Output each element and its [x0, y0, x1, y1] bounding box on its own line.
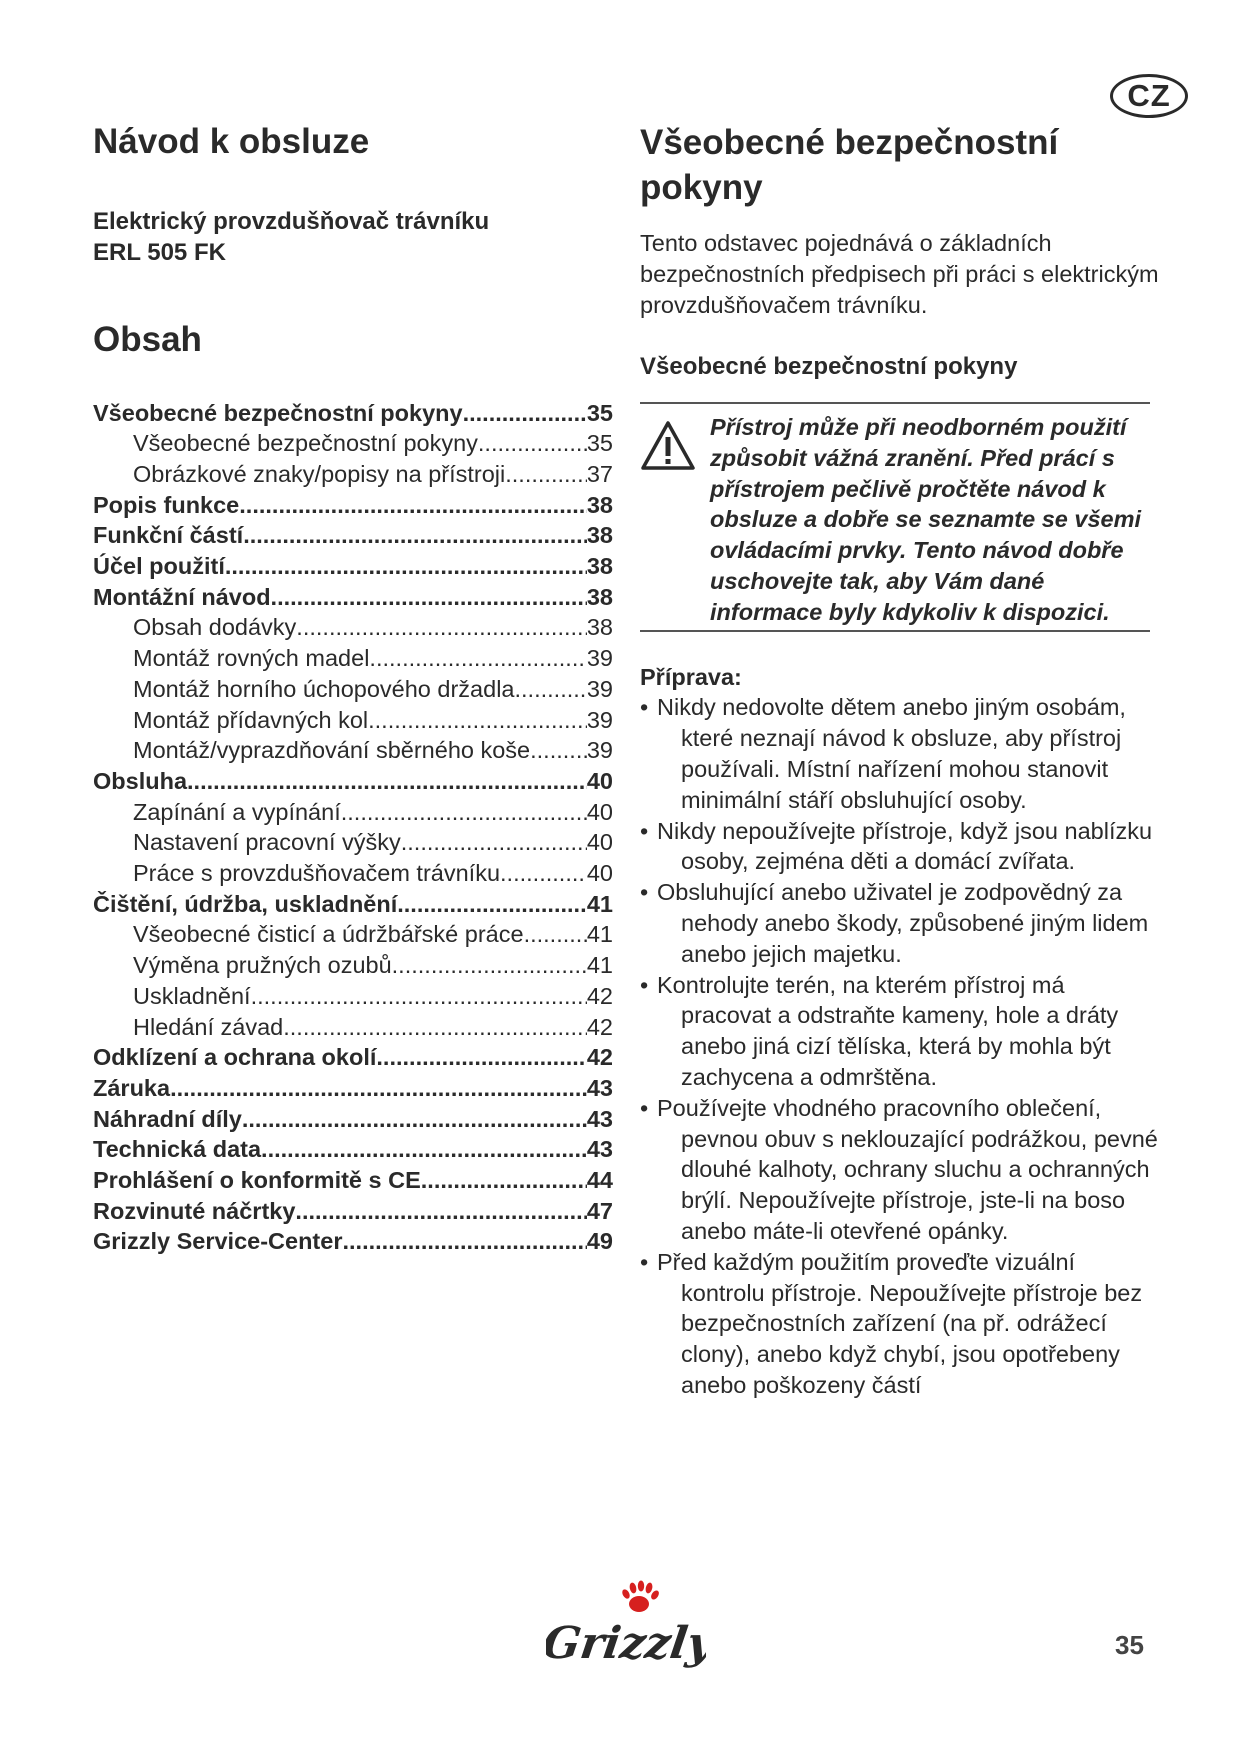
preparation-item [640, 877, 1160, 969]
toc-entry-page: 42 [586, 982, 613, 1009]
bullet-marker: • [640, 694, 649, 721]
toc-entry [93, 766, 613, 797]
bullet-marker: • [640, 879, 649, 906]
bullet-marker: • [640, 1248, 649, 1275]
left-column [93, 120, 613, 1257]
toc-entry [93, 490, 613, 521]
toc-entry [93, 520, 613, 551]
toc-entry [93, 981, 613, 1012]
section-subheading: Všeobecné bezpečnostní pokyny [640, 353, 1018, 380]
preparation-item [640, 970, 1160, 1093]
toc-entry [93, 643, 613, 674]
toc-entry-page: 41 [586, 890, 613, 917]
toc-entry-page: 44 [586, 1167, 613, 1194]
right-column [640, 120, 1160, 1401]
toc-entry-page: 39 [586, 737, 613, 764]
preparation-item-text: Používejte vhodného pracovního oblečení, pevnou obuv s neklouzající podrážkou, pevné dlouhé kalhoty, ochrany sluchu a ochranných brýlí. Nepoužívejte přístroje, jste-li na boso anebo máte-li otevřené opánky. [657, 1094, 1158, 1244]
toc-entry [93, 1073, 613, 1104]
page-number: 35 [1115, 1630, 1144, 1660]
toc-leader-dots [283, 1012, 587, 1043]
toc-leader-dots [342, 1226, 586, 1257]
toc-entry-title: Nastavení pracovní výšky [133, 829, 401, 856]
toc-entry-page: 42 [586, 1044, 613, 1071]
toc-leader-dots [187, 766, 587, 797]
toc-entry-page: 41 [586, 952, 613, 979]
paw-icon [621, 1581, 661, 1613]
toc-entry-page: 38 [586, 614, 613, 641]
toc-leader-dots [463, 398, 587, 429]
toc-entry-page: 38 [586, 553, 613, 580]
toc-entry-title: Obrázkové znaky/popisy na přístroji [133, 460, 506, 487]
toc-entry-title: Odklízení a ochrana okolí [93, 1044, 377, 1071]
toc-entry [93, 398, 613, 429]
toc-entry [93, 858, 613, 889]
toc-entry-title: Montážní návod [93, 583, 271, 610]
toc-entry-page: 35 [586, 399, 613, 426]
toc-entry [93, 1042, 613, 1073]
toc-entry-title: Uskladnění [133, 982, 251, 1009]
bullet-marker: • [640, 971, 649, 998]
toc-entry-page: 39 [586, 645, 613, 672]
toc-leader-dots [341, 797, 587, 828]
toc-entry-page: 41 [586, 921, 613, 948]
toc-entry-page: 39 [586, 706, 613, 733]
toc-leader-dots [296, 612, 587, 643]
toc-entry [93, 1134, 613, 1165]
toc-leader-dots [271, 582, 587, 613]
toc-leader-dots [500, 858, 587, 889]
product-subtitle [93, 206, 613, 268]
toc-entry-page: 38 [586, 522, 613, 549]
product-name: Elektrický provzdušňovač trávníku [93, 207, 490, 235]
toc-entry-title: Zapínání a vypínání [133, 798, 341, 825]
grizzly-logo [546, 1580, 706, 1680]
toc-entry-page: 40 [586, 860, 613, 887]
toc-leader-dots [242, 1104, 587, 1135]
toc-leader-dots [530, 735, 587, 766]
toc-entry-title: Montáž rovných madel [133, 645, 370, 672]
toc-entry-title: Rozvinuté náčrtky [93, 1197, 296, 1224]
toc-entry-page: 38 [586, 583, 613, 610]
toc-entry-page: 40 [586, 798, 613, 825]
toc-entry [93, 1226, 613, 1257]
page-title: Návod k obsluze [93, 122, 370, 161]
toc-entry [93, 797, 613, 828]
toc-entry [93, 1165, 613, 1196]
toc-entry [93, 428, 613, 459]
toc-entry-page: 35 [586, 430, 613, 457]
toc-entry-title: Funkční částí [93, 522, 244, 549]
toc-entry-title: Obsah dodávky [133, 614, 297, 641]
toc-entry [93, 735, 613, 766]
warning-text: Přístroj může při neodborném použití způsobit vážná zranění. Před prácí s přístrojem pečlivě pročtěte návod k obsluze a dobře se seznamte se všemi ovládacími prvky. Tento návod dobře uschovejte tak, aby Vám dané informace byly kdykoliv k dispozici. [710, 414, 1142, 625]
toc-leader-dots [392, 950, 587, 981]
toc-entry-title: Všeobecné čisticí a údržbářské práce [133, 921, 524, 948]
toc-leader-dots [524, 919, 587, 950]
toc-leader-dots [369, 643, 586, 674]
toc-leader-dots [376, 1042, 586, 1073]
section-intro: Tento odstavec pojednává o základních bezpečnostních předpisech při práci s elektrickým provzdušňovačem trávníku. [640, 230, 1159, 318]
section-title [640, 120, 1160, 210]
toc-entry-title: Čištění, údržba, uskladnění [93, 890, 398, 917]
toc-entry [93, 827, 613, 858]
toc-leader-dots [505, 459, 587, 490]
toc-entry-title: Všeobecné bezpečnostní pokyny [93, 399, 463, 426]
toc-leader-dots [251, 981, 587, 1012]
preparation-item-text: Před každým použitím proveďte vizuální kontrolu přístroje. Nepoužívejte přístroje bez bezpečnostních zařízení (na př. odrážecí clony), anebo když chybí, jsou opotřebeny anebo poškozeny částí [657, 1248, 1143, 1398]
toc-entry-page: 43 [586, 1105, 613, 1132]
logo-wordmark: Grizzly [546, 1617, 706, 1669]
toc-leader-dots [397, 889, 587, 920]
table-of-contents [93, 398, 613, 1258]
bullet-marker: • [640, 1094, 649, 1121]
toc-entry-title: Náhradní díly [93, 1105, 242, 1132]
toc-entry [93, 950, 613, 981]
toc-entry [93, 919, 613, 950]
toc-entry-title: Hledání závad [133, 1013, 284, 1040]
toc-leader-dots [239, 490, 587, 521]
toc-entry-title: Montáž přídavných kol [133, 706, 369, 733]
toc-entry [93, 674, 613, 705]
toc-leader-dots [368, 705, 587, 736]
toc-entry [93, 582, 613, 613]
toc-entry-page: 47 [586, 1197, 613, 1224]
product-model: ERL 505 FK [93, 238, 226, 266]
toc-entry-page: 37 [586, 460, 613, 487]
toc-leader-dots [401, 827, 587, 858]
toc-entry-title: Grizzly Service-Center [93, 1228, 343, 1255]
toc-leader-dots [515, 674, 587, 705]
preparation-item-text: Nikdy nepoužívejte přístroje, když jsou nablízku osoby, zejména děti a domácí zvířata. [657, 817, 1153, 875]
toc-entry-title: Prohlášení o konformitě s CE [93, 1167, 421, 1194]
preparation-item-text: Kontrolujte terén, na kterém přístroj má pracovat a odstraňte kameny, hole a dráty anebo jiná cizí tělíska, která by mohla být zachycena a odmrštěna. [657, 971, 1119, 1090]
toc-entry-title: Práce s provzdušňovačem trávníku [133, 860, 501, 887]
warning-box [640, 402, 1150, 632]
toc-entry-page: 43 [586, 1074, 613, 1101]
toc-entry-title: Záruka [93, 1074, 171, 1101]
preparation-item-text: Obsluhující anebo uživatel je zodpovědný za nehody anebo škody, způsobené jiným lidem anebo jejich majetku. [657, 879, 1149, 967]
contents-heading: Obsah [93, 319, 202, 359]
preparation-item [640, 1093, 1160, 1247]
toc-entry-title: Montáž horního úchopového držadla [133, 675, 515, 702]
preparation-heading: Příprava: [640, 663, 742, 690]
toc-entry [93, 1012, 613, 1043]
preparation-item [640, 692, 1160, 815]
toc-entry [93, 1196, 613, 1227]
toc-entry [93, 551, 613, 582]
preparation-list [640, 692, 1160, 1400]
toc-entry-page: 40 [586, 829, 613, 856]
toc-entry-page: 39 [586, 675, 613, 702]
toc-entry-page: 38 [586, 491, 613, 518]
language-badge: CZ [1110, 74, 1188, 118]
toc-entry-title: Účel použití [93, 553, 225, 580]
section-title-line1: Všeobecné bezpečnostní [640, 123, 1059, 162]
preparation-item [640, 816, 1160, 878]
toc-leader-dots [478, 428, 587, 459]
bullet-marker: • [640, 817, 649, 844]
toc-leader-dots [261, 1134, 587, 1165]
toc-entry-title: Popis funkce [93, 491, 240, 518]
toc-entry [93, 705, 613, 736]
toc-entry-title: Technická data [93, 1136, 262, 1163]
toc-leader-dots [421, 1165, 587, 1196]
warning-triangle-icon [640, 412, 710, 628]
toc-entry-page: 49 [586, 1228, 613, 1255]
toc-entry-title: Všeobecné bezpečnostní pokyny [133, 430, 478, 457]
toc-entry-title: Montáž/vyprazdňování sběrného koše [133, 737, 531, 764]
toc-entry [93, 1104, 613, 1135]
section-title-line2: pokyny [640, 168, 763, 207]
toc-entry-page: 42 [586, 1013, 613, 1040]
toc-entry [93, 889, 613, 920]
toc-entry [93, 459, 613, 490]
toc-entry-page: 43 [586, 1136, 613, 1163]
toc-entry-title: Výměna pružných ozubů [133, 952, 392, 979]
toc-entry [93, 612, 613, 643]
toc-leader-dots [170, 1073, 587, 1104]
toc-leader-dots [243, 520, 587, 551]
preparation-item-text: Nikdy nedovolte dětem anebo jiným osobám, které neznají návod k obsluze, aby přístroj používali. Místní nařízení mohou stanovit minimální stáří obsluhující osoby. [657, 694, 1126, 813]
toc-entry-title: Obsluha [93, 767, 188, 794]
toc-entry-page: 40 [586, 767, 613, 794]
preparation-item [640, 1247, 1160, 1401]
toc-leader-dots [225, 551, 587, 582]
toc-leader-dots [295, 1196, 586, 1227]
